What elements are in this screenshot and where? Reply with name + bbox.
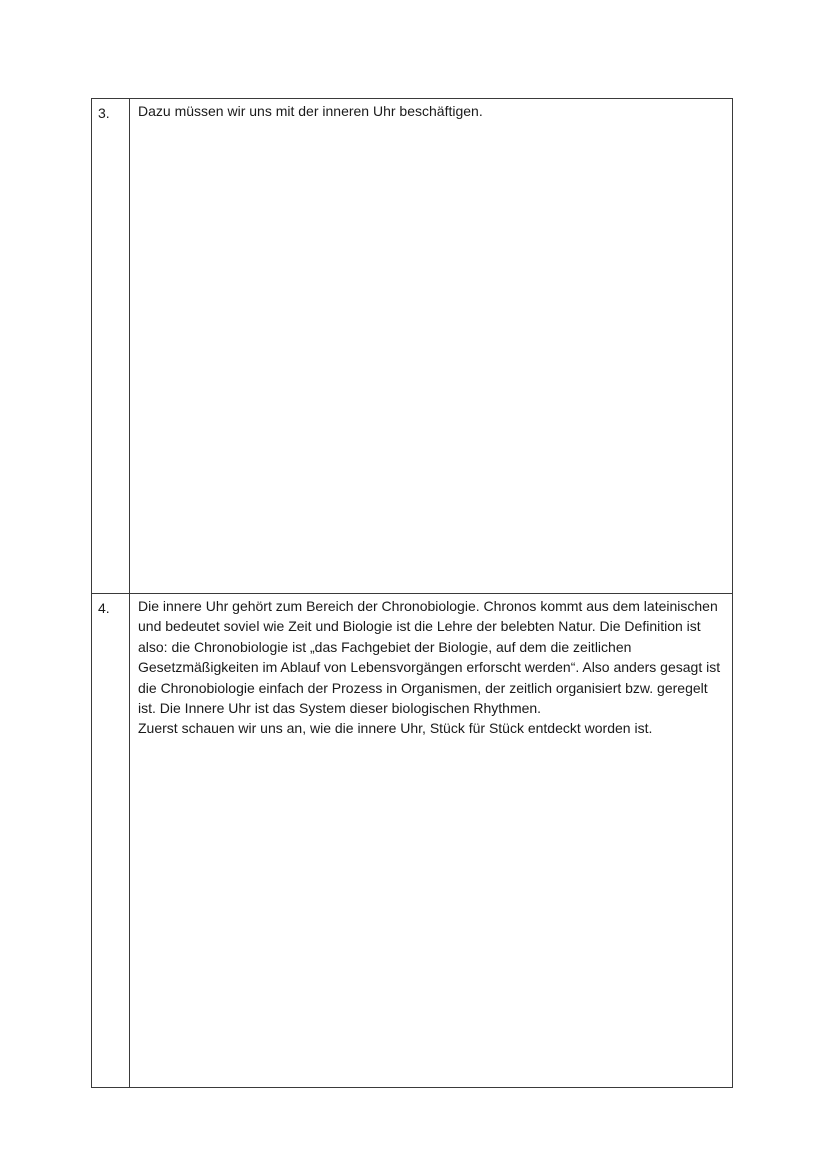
- row-number-cell: [92, 594, 130, 1088]
- paragraph: Die innere Uhr gehört zum Bereich der Chronobiologie. Chronos kommt aus dem lateinischen und bedeutet soviel wie Zeit und Biologie ist die Lehre der belebten Natur. Die Definition ist also: die Chronobiologie ist „das Fachgebiet der Biologie, auf dem die zeitlichen Gesetzmäßigkeiten im Ablauf von Lebensvorgängen erforscht werden“. Also anders gesagt ist die Chronobiologie einfach der Prozess in Organismen, der zeitlich organisiert bzw. geregelt ist. Die Innere Uhr ist das System dieser biologischen Rhythmen.: [138, 598, 721, 717]
- table-row: [92, 594, 733, 1088]
- table-row: [92, 99, 733, 594]
- content-table: [91, 98, 733, 1088]
- row-text-cell: [130, 594, 733, 1088]
- row-text-cell: [130, 99, 733, 594]
- paragraph: Zuerst schauen wir uns an, wie die innere Uhr, Stück für Stück entdeckt worden ist.: [138, 720, 653, 737]
- row-number: 4.: [98, 600, 110, 616]
- row-number-cell: [92, 99, 130, 594]
- paragraph: Dazu müssen wir uns mit der inneren Uhr beschäftigen.: [138, 103, 483, 119]
- row-number: 3.: [98, 105, 110, 121]
